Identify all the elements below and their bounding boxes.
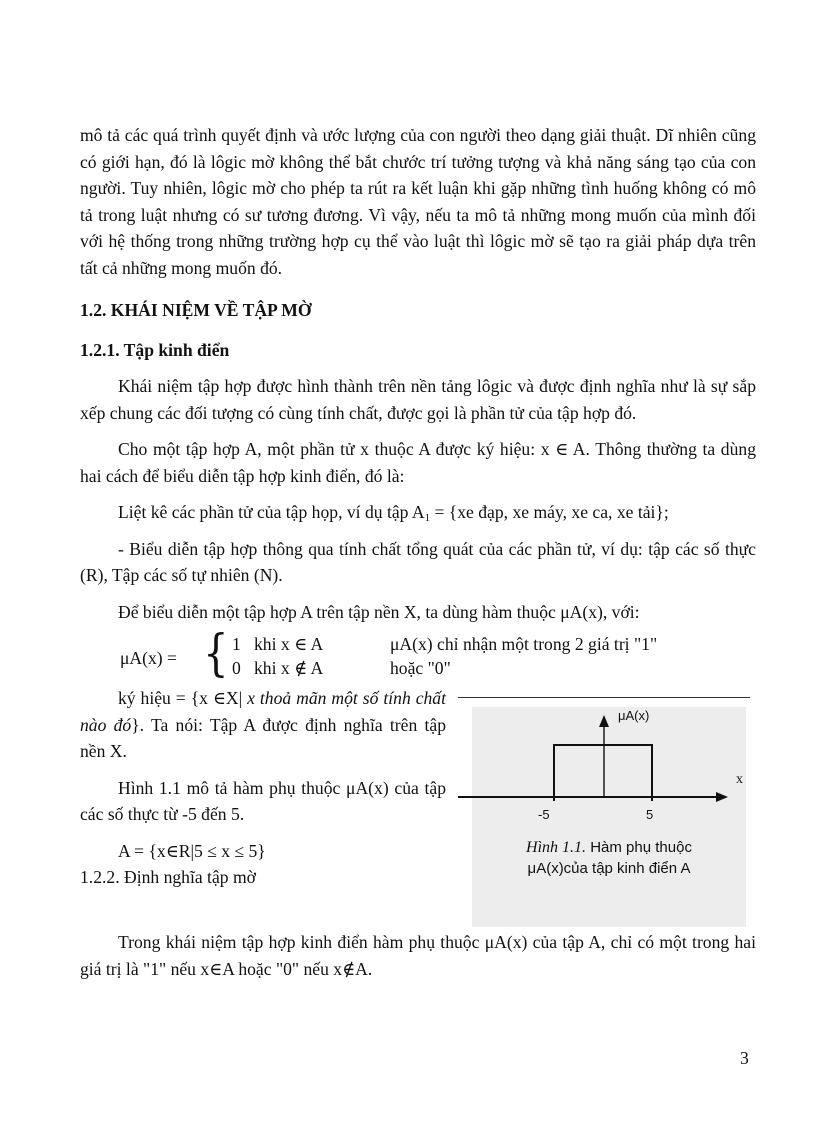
- formula-brace: {: [203, 624, 229, 682]
- figure-1-1: [458, 697, 750, 929]
- membership-plot: [458, 697, 750, 837]
- paragraph-property-description: - Biểu diễn tập hợp thông qua tính chất tổng quát của các phần tử, ví dụ: tập các số thực (R), Tập các số tự nhiên (N).: [80, 538, 756, 585]
- paragraph-classic-membership: Trong khái niệm tập hợp kinh điển hàm phụ thuộc μA(x) của tập A, chỉ có một trong hai giá trị là "1" nếu x∈A hoặc "0" nếu x∉A.: [80, 932, 756, 979]
- set-definition: A = {x∈R|5 ≤ x ≤ 5}: [118, 840, 266, 861]
- paragraph-set-concept: Khái niệm tập hợp được hình thành trên nền tảng lôgic và được định nghĩa như là sự sắp xếp chung các đối tượng có cùng tính chất, được gọi là phần tử của tập hợp đó.: [80, 376, 756, 423]
- formula-lhs: μA(x) =: [120, 648, 177, 668]
- formula-note-line1: μA(x) chỉ nhận một trong 2 giá trị "1": [390, 634, 658, 654]
- subsection-title-classic-set: 1.2.1. Tập kinh điển: [80, 340, 230, 360]
- formula-case-0: 0 khi x ∉ A: [232, 658, 324, 678]
- x-axis-arrow: [716, 792, 728, 802]
- paragraph-element-notation: Cho một tập hợp A, một phần tử x thuộc A được ký hiệu: x ∈ A. Thông thường ta dùng hai cách để biểu diễn tập hợp kinh điển, đó là:: [80, 439, 756, 486]
- x-axis-label: x: [736, 772, 743, 787]
- section-title: 1.2. KHÁI NIỆM VỀ TẬP MỜ: [80, 300, 312, 320]
- figure-caption-line2: μA(x)của tập kinh điển A: [527, 860, 691, 877]
- figure-caption-label: Hình 1.1.: [526, 839, 587, 856]
- y-axis-arrow: [599, 715, 609, 727]
- tick-label-right: 5: [646, 807, 654, 822]
- membership-formula: [80, 624, 756, 685]
- paragraph-membership-function: Để biểu diễn một tập hợp A trên tập nền X, ta dùng hàm thuộc μA(x), với:: [118, 601, 640, 622]
- page-body: [80, 122, 756, 982]
- intro-paragraph: mô tả các quá trình quyết định và ước lượng của con người theo dạng giải thuật. Dĩ nhiên cũng có giới hạn, đó là lôgic mờ không thể bắt chước trí tưởng tượng và khả năng sáng tạo của con người. Tuy nhiên, lôgic mờ cho phép ta rút ra kết luận khi gặp những tình huống không có mô tả trong luật nhưng có sư tương đương. Vì vậy, nếu ta mô tả những mong muốn của mình đối với hệ thống trong những trường hợp cụ thể vào luật thì lôgic mờ sẽ tạo ra giải pháp dựa trên tất cả những mong muốn đó.: [80, 125, 756, 278]
- paragraph-enumeration: Liệt kê các phần tử của tập họp, ví dụ tập $A_1 = \{xe$ đạp, xe máy, xe ca, xe tải};: [118, 502, 669, 524]
- formula-case-1: 1 khi x ∈ A: [232, 634, 324, 654]
- subsection-title-fuzzy-set: 1.2.2. Định nghĩa tập mờ: [80, 867, 256, 887]
- formula-note-line2: hoặc "0": [390, 658, 451, 678]
- page-number: 3: [740, 1048, 749, 1068]
- tick-label-left: -5: [538, 807, 550, 822]
- membership-rectangle: [554, 745, 652, 797]
- left-column: [80, 685, 446, 890]
- figure-caption: [472, 837, 746, 879]
- y-axis-label: μA(x): [618, 708, 650, 723]
- text-with-figure: [80, 685, 756, 925]
- paragraph-notation: ký hiệu = {x ∈X| x thoả mãn một số tính chất nào đó}. Ta nói: Tập A được định nghĩa trên tập nền X.: [80, 688, 446, 761]
- figure-caption-text: Hàm phụ thuộc: [586, 839, 692, 856]
- paragraph-figure-reference: Hình 1.1 mô tả hàm phụ thuộc μA(x) của tập các số thực từ -5 đến 5.: [80, 777, 446, 824]
